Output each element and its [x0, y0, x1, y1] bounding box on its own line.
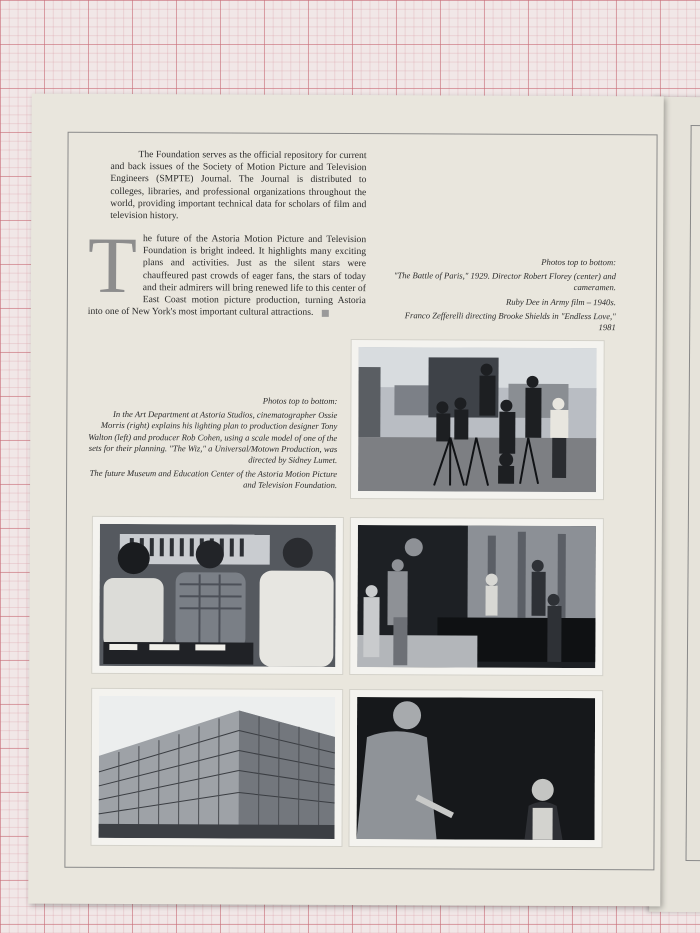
- caption-heading: Photos top to bottom:: [262, 395, 338, 406]
- page-frame: [64, 132, 657, 871]
- intro-paragraph: The Foundation serves as the official repository for current and back issues of the Society of Motion Picture and Television Engineers (SMPTE) Journal. The Journal is distributed to colleges, libraries, and professional organizations throughout the world, providing important technical data for scholars of film and television history.: [110, 149, 367, 222]
- caption-top-right: [388, 256, 616, 336]
- article-paragraph: [87, 221, 367, 320]
- drop-cap: T: [87, 221, 138, 311]
- caption-item: In the Art Department at Astoria Studios, cinematographer Ossie Morris (right) explains his lighting plan to production designer Tony Walton (left) and producer Rob Cohen, using a scale model of one of the sets for their planning. "The Wiz," a Universal/Motown Production, was directed by Sidney Lumet.: [88, 409, 338, 465]
- photo-museum-building-image: [99, 696, 336, 839]
- photo-army-film-image: [357, 525, 596, 668]
- caption-item: "The Battle of Paris," 1929. Director Robert Florey (center) and cameramen.: [393, 270, 617, 293]
- caption-left: [87, 395, 337, 495]
- photo-museum-building: [91, 689, 342, 846]
- caption-heading: Photos top to bottom:: [541, 256, 617, 268]
- photo-army-film: [350, 518, 603, 675]
- photo-battle-of-paris-image: [358, 347, 597, 492]
- end-mark-square-icon: [321, 309, 328, 316]
- photo-art-department-image: [99, 524, 336, 667]
- article-body: he future of the Astoria Motion Picture and Television Foundation is bright indeed. It highlights many exciting plans and activities. Just as the silent stars were chauffeured past crowds of eager fans, the stars of today and their admirers will bring renewed life to this center of East Coast motion picture production, turning Astoria into one of New York's most important cultural attractions.: [87, 233, 367, 319]
- caption-item: Franco Zefferelli directing Brooke Shields in "Endless Love," 1981: [404, 310, 616, 333]
- photo-endless-love: [349, 690, 602, 847]
- photo-art-department: [92, 517, 343, 674]
- photo-battle-of-paris: [351, 340, 604, 499]
- next-page-frame: [686, 125, 700, 861]
- photo-endless-love-image: [357, 697, 596, 840]
- caption-item: The future Museum and Education Center of the Astoria Motion Picture and Television Foundation.: [89, 468, 338, 491]
- brochure-page: [28, 94, 664, 907]
- caption-item: Ruby Dee in Army film – 1940s.: [505, 296, 616, 307]
